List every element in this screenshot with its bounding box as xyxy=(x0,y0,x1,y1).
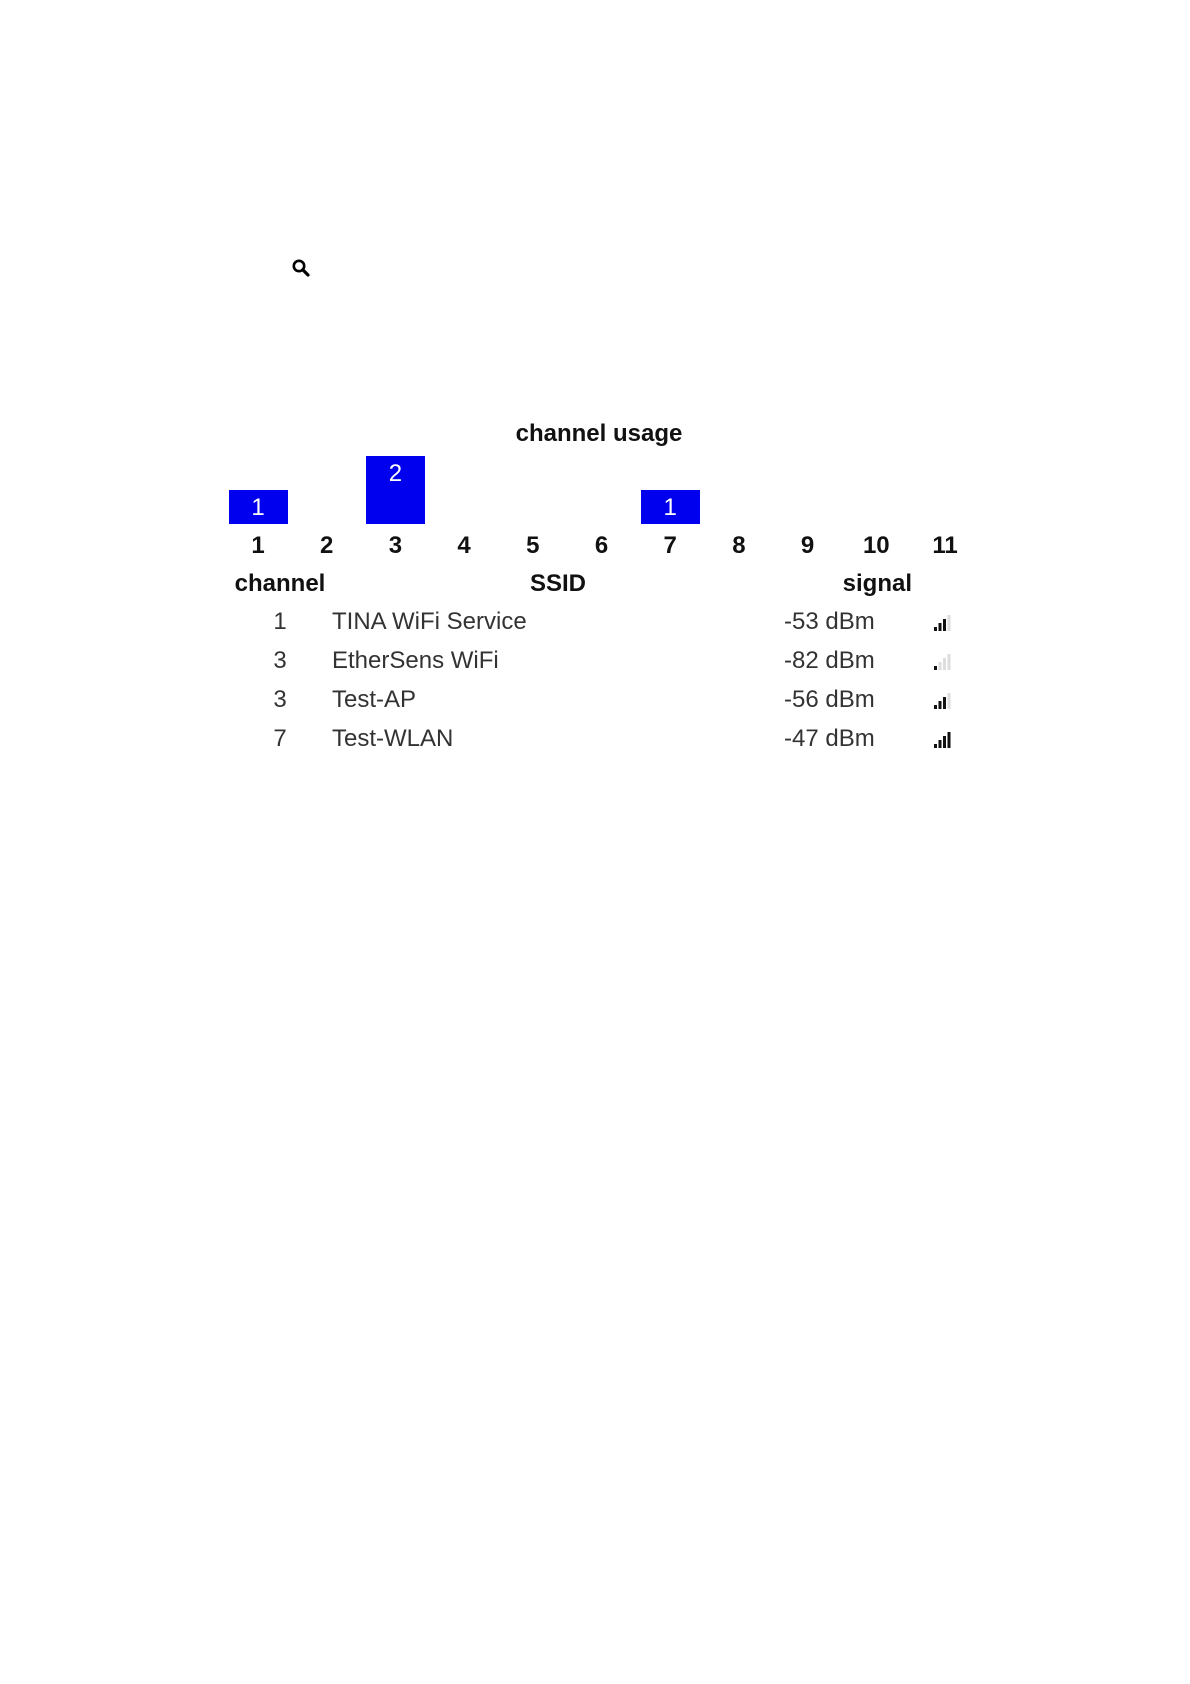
column-header-channel: channel xyxy=(234,570,326,597)
column-header-signal: signal xyxy=(842,570,912,597)
signal-bar-2 xyxy=(939,662,942,670)
signal-bar-2 xyxy=(939,740,942,748)
signal-bar-2 xyxy=(939,701,942,709)
signal-bar-3 xyxy=(943,697,946,709)
row-ssid: Test-AP xyxy=(332,685,417,713)
row-channel: 3 xyxy=(273,685,287,713)
signal-bar-3 xyxy=(943,658,946,670)
signal-bar-2 xyxy=(939,623,942,631)
signal-strength-icon xyxy=(932,730,952,748)
channel-tick: 5 xyxy=(526,532,540,559)
signal-bar-4 xyxy=(948,654,951,670)
table-row[interactable] xyxy=(228,602,972,641)
row-channel: 7 xyxy=(273,724,287,752)
channel-tick: 3 xyxy=(388,532,403,559)
channel-usage-bar: 1 xyxy=(641,490,700,524)
row-signal-strength xyxy=(912,602,972,641)
channel-tick: 8 xyxy=(732,532,746,559)
table-row[interactable] xyxy=(228,680,972,719)
row-signal-strength xyxy=(912,641,972,680)
search-icon[interactable] xyxy=(291,258,311,278)
signal-bar-1 xyxy=(934,744,937,748)
row-signal-strength xyxy=(912,719,972,758)
channel-tick: 11 xyxy=(932,532,958,559)
table-header-row xyxy=(228,566,972,602)
signal-bar-4 xyxy=(948,693,951,709)
channel-tick: 9 xyxy=(800,532,815,559)
signal-bar-1 xyxy=(934,627,937,631)
channel-tick: 2 xyxy=(320,532,334,559)
channel-usage-chart xyxy=(228,455,958,559)
channel-usage-bar: 1 xyxy=(229,490,288,524)
column-header-signal-icon xyxy=(912,566,972,602)
row-signal-strength xyxy=(912,680,972,719)
table-row[interactable] xyxy=(228,641,972,680)
signal-strength-icon xyxy=(932,652,952,670)
signal-strength-icon xyxy=(932,691,952,709)
channel-usage-bar: 2 xyxy=(366,456,425,524)
row-signal: -47 dBm xyxy=(784,724,875,752)
column-header-ssid: SSID xyxy=(529,570,586,597)
signal-bar-4 xyxy=(948,615,951,631)
channel-tick: 1 xyxy=(251,532,265,559)
row-signal: -56 dBm xyxy=(784,685,875,713)
channel-tick: 4 xyxy=(457,532,471,559)
channel-usage-title: channel usage xyxy=(515,420,683,447)
channel-tick: 6 xyxy=(594,532,609,559)
row-ssid: TINA WiFi Service xyxy=(332,607,527,635)
signal-bar-4 xyxy=(948,732,951,748)
row-ssid: EtherSens WiFi xyxy=(332,646,499,674)
row-signal: -82 dBm xyxy=(784,646,875,674)
row-ssid: Test-WLAN xyxy=(332,724,454,752)
table-row[interactable] xyxy=(228,719,972,758)
networks-table xyxy=(228,566,972,758)
row-signal: -53 dBm xyxy=(784,607,875,635)
channel-tick: 10 xyxy=(862,532,890,559)
signal-bar-1 xyxy=(934,666,937,670)
row-channel: 1 xyxy=(273,607,287,635)
channel-tick: 7 xyxy=(663,532,677,559)
signal-strength-icon xyxy=(932,613,952,631)
signal-bar-1 xyxy=(934,705,937,709)
signal-bar-3 xyxy=(943,619,946,631)
row-channel: 3 xyxy=(273,646,287,674)
signal-bar-3 xyxy=(943,736,946,748)
